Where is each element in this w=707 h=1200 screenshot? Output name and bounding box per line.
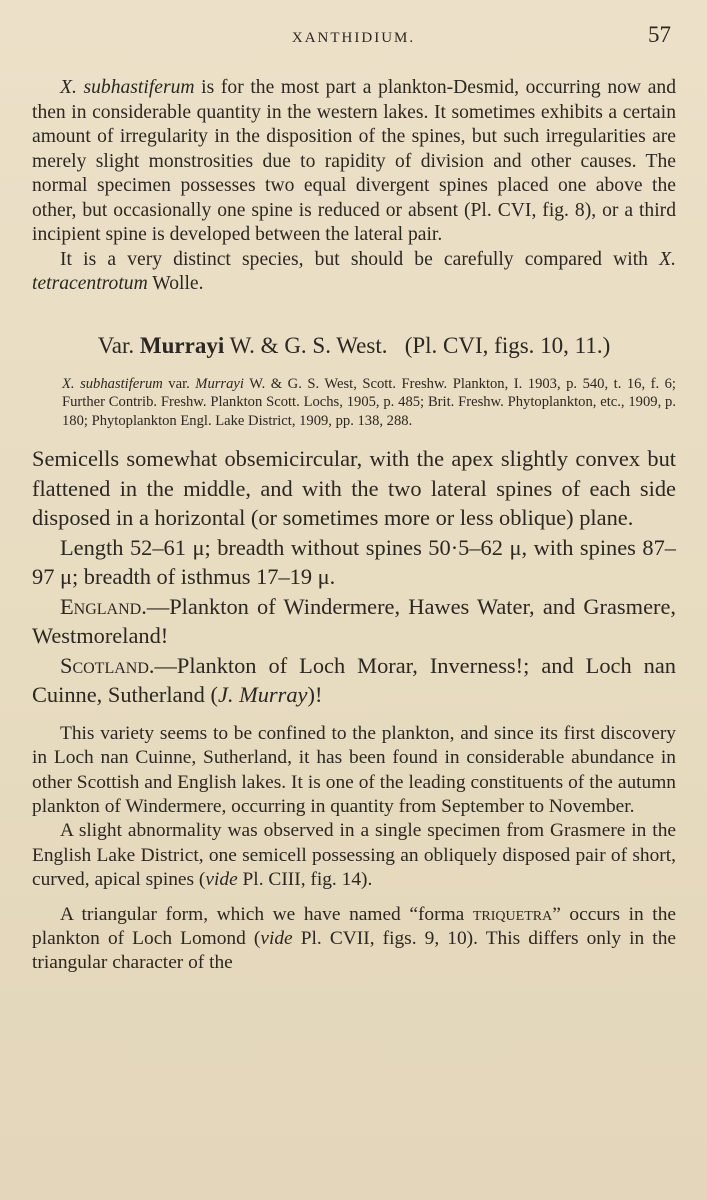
intro-paragraph-2-text: It is a very distinct species, but should be carefully compared with <box>60 248 660 270</box>
note-triangular-end: Pl. CVII, figs. 9, 10). This differs only in the triangular character of the <box>32 928 676 974</box>
vide-word-2: vide <box>260 928 293 950</box>
note-distribution: This variety seems to be confined to the plankton, and since its first discovery in Loch nan Cuinne, Sutherland, it has been found in considerable abundance in other Scottish and English lakes. It is one of the leading constituents of the autumn plankton of Windermere, occurring in quantity from September to November. <box>32 722 676 817</box>
variety-prefix: Var. <box>97 332 135 358</box>
forma-name: triquetra <box>472 903 553 925</box>
vide-word: vide <box>205 869 238 891</box>
ref-variety-name: Murrayi <box>195 375 244 392</box>
ref-text: W. & G. S. West, Scott. Freshw. Plankton, I. 1903, p. 540, t. 16, f. 6; Further Contrib. Freshw. Plankton Scott. Lochs, 1905, p. 485; Brit. Freshw. Phytoplankton, etc., 1909, p. 180; Phytoplankton Engl. Lake District, 1909, pp. 138, 288. <box>62 375 676 429</box>
variety-plate-reference: (Pl. CVI, figs. 10, 11.) <box>404 332 611 358</box>
species-name: X. subhastiferum <box>60 77 195 98</box>
scotland-text: —Plankton of Loch Morar, Inverness!; and Loch nan Cuinne, Sutherland ( <box>32 652 676 708</box>
intro-paragraph-1-text: is for the most part a plankton-Desmid, occurring now and then in considerable quantity in the western lakes. It sometimes exhibits a certain amount of irregularity in the disposition of the spines, but such irregularities are merely slight monstrosities due to rapidity of division and other causes. The normal specimen possesses two equal divergent spines placed one above the other, but occasionally one spine is reduced or absent (Pl. CVI, fig. 8), or a third incipient spine is developed between the lateral pair. <box>32 77 677 245</box>
variety-author: W. & G. S. West. <box>229 332 388 358</box>
note-abnormality-end: Pl. CIII, fig. 14). <box>237 869 373 891</box>
note-triangular-form <box>32 903 676 976</box>
scotland-localities <box>32 651 676 710</box>
page-header <box>0 22 707 52</box>
page-body <box>32 76 676 976</box>
literature-references <box>62 375 676 431</box>
intro-paragraph-2-end: Wolle. <box>147 273 204 294</box>
collector-name: J. Murray <box>217 682 308 708</box>
running-title: XANTHIDIUM. <box>291 30 416 46</box>
dimensions: Length 52–61 μ; breadth without spines 50·5–62 μ, with spines 87–97 μ; breadth of isthmus 17–19 μ. <box>32 534 676 590</box>
england-localities <box>32 592 676 651</box>
variety-name: Murrayi <box>139 332 225 358</box>
page-number: 57 <box>648 22 671 47</box>
ref-species-name: X. subhastiferum <box>62 375 163 392</box>
compared-species-name: X. tetracentrotum <box>32 248 676 294</box>
semicell-description: Semicells somewhat obsemicircular, with the apex slightly convex but flattened in the middle, and with the two lateral spines of each side disposed in a horizontal (or sometimes more or less oblique) plane. <box>32 446 676 531</box>
description-block <box>32 444 676 710</box>
intro-paragraph-1 <box>32 76 676 248</box>
variety-heading <box>32 331 676 361</box>
scotland-label: Scotland. <box>60 652 155 678</box>
england-label: England. <box>60 593 147 619</box>
note-triangular-mid: ” occurs in the plankton of Loch Lomond ( <box>32 903 676 950</box>
intro-paragraph-2 <box>32 248 676 297</box>
scotland-end: )! <box>307 682 323 708</box>
ref-var-word: var. <box>162 375 196 392</box>
note-abnormality-text: A slight abnormality was observed in a single specimen from Grasmere in the English Lake District, one semicell possessing an obliquely disposed pair of short, curved, apical spines ( <box>32 820 676 891</box>
notes-block <box>32 722 676 976</box>
england-text: —Plankton of Windermere, Hawes Water, and Grasmere, Westmoreland! <box>32 593 676 649</box>
note-triangular-text: A triangular form, which we have named “forma <box>60 903 473 925</box>
note-abnormality <box>32 819 676 892</box>
